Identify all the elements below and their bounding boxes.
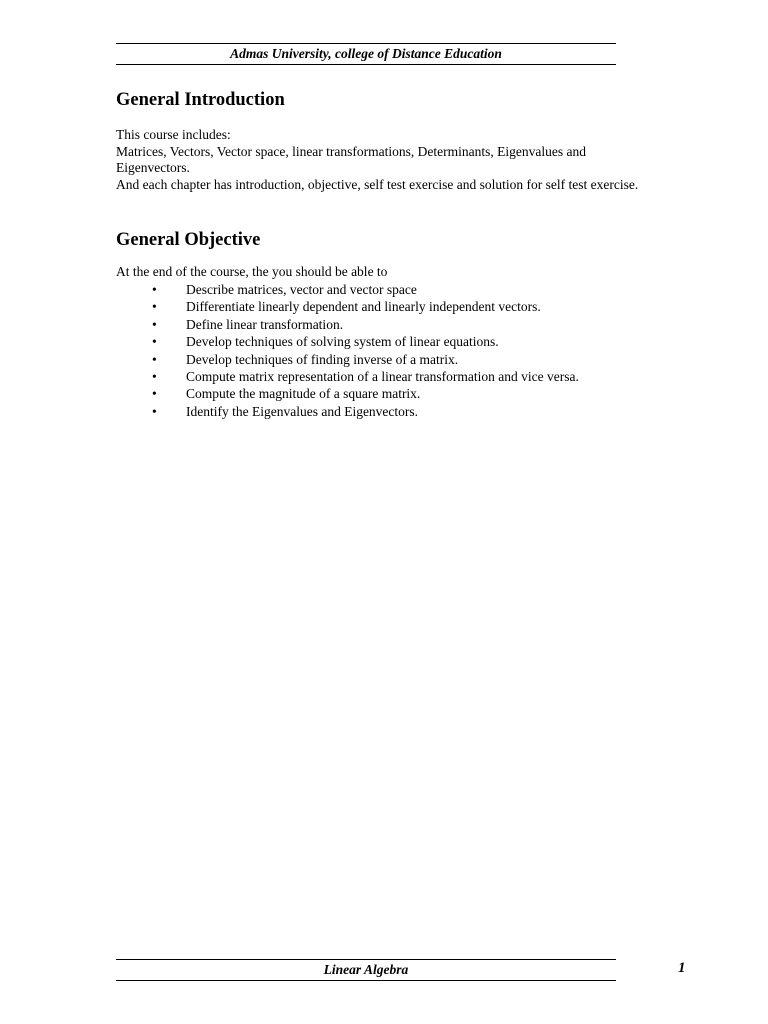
list-item <box>116 333 656 350</box>
list-item <box>116 316 656 333</box>
bullet-icon: • <box>152 351 157 367</box>
list-item-text: Identify the Eigenvalues and Eigenvectors. <box>186 403 419 419</box>
list-item <box>116 298 656 315</box>
introduction-line: And each chapter has introduction, objective, self test exercise and solution for self test exercise. <box>116 176 639 192</box>
page-number: 1 <box>678 960 686 976</box>
list-item-text: Develop techniques of solving system of linear equations. <box>186 334 499 350</box>
list-item-text: Describe matrices, vector and vector space <box>186 282 417 297</box>
list-item-text: Compute the magnitude of a square matrix. <box>186 386 421 402</box>
list-item <box>116 368 656 385</box>
bullet-icon: • <box>152 334 157 350</box>
footer-bottom-rule <box>116 980 616 981</box>
list-item-text: Differentiate linearly dependent and linearly independent vectors. <box>186 299 541 315</box>
bullet-icon: • <box>152 403 157 419</box>
list-item-text: Compute matrix representation of a linear transformation and vice versa. <box>186 369 579 385</box>
introduction-heading: General Introduction <box>116 90 285 110</box>
header-bottom-rule <box>116 64 616 65</box>
list-item-text: Define linear transformation. <box>186 316 344 332</box>
bullet-icon: • <box>152 316 157 332</box>
footer-top-rule <box>116 959 616 960</box>
bullet-icon: • <box>152 299 157 315</box>
bullet-icon: • <box>152 282 157 297</box>
header-top-rule <box>116 43 616 44</box>
list-item <box>116 385 656 402</box>
introduction-body <box>116 127 646 193</box>
introduction-line: Matrices, Vectors, Vector space, linear transformations, Determinants, Eigenvalues and Eigenvectors. <box>116 143 586 175</box>
list-item-text: Develop techniques of finding inverse of a matrix. <box>186 351 459 367</box>
introduction-line: This course includes: <box>116 127 231 142</box>
list-item <box>116 403 656 420</box>
bullet-icon: • <box>152 369 157 385</box>
list-item <box>116 281 656 298</box>
list-item <box>116 351 656 368</box>
objective-list <box>116 281 656 420</box>
objective-heading: General Objective <box>116 230 261 250</box>
header-title: Admas University, college of Distance Education <box>230 46 502 61</box>
footer-title: Linear Algebra <box>323 962 409 977</box>
objective-intro: At the end of the course, the you should be able to <box>116 264 388 279</box>
bullet-icon: • <box>152 386 157 402</box>
